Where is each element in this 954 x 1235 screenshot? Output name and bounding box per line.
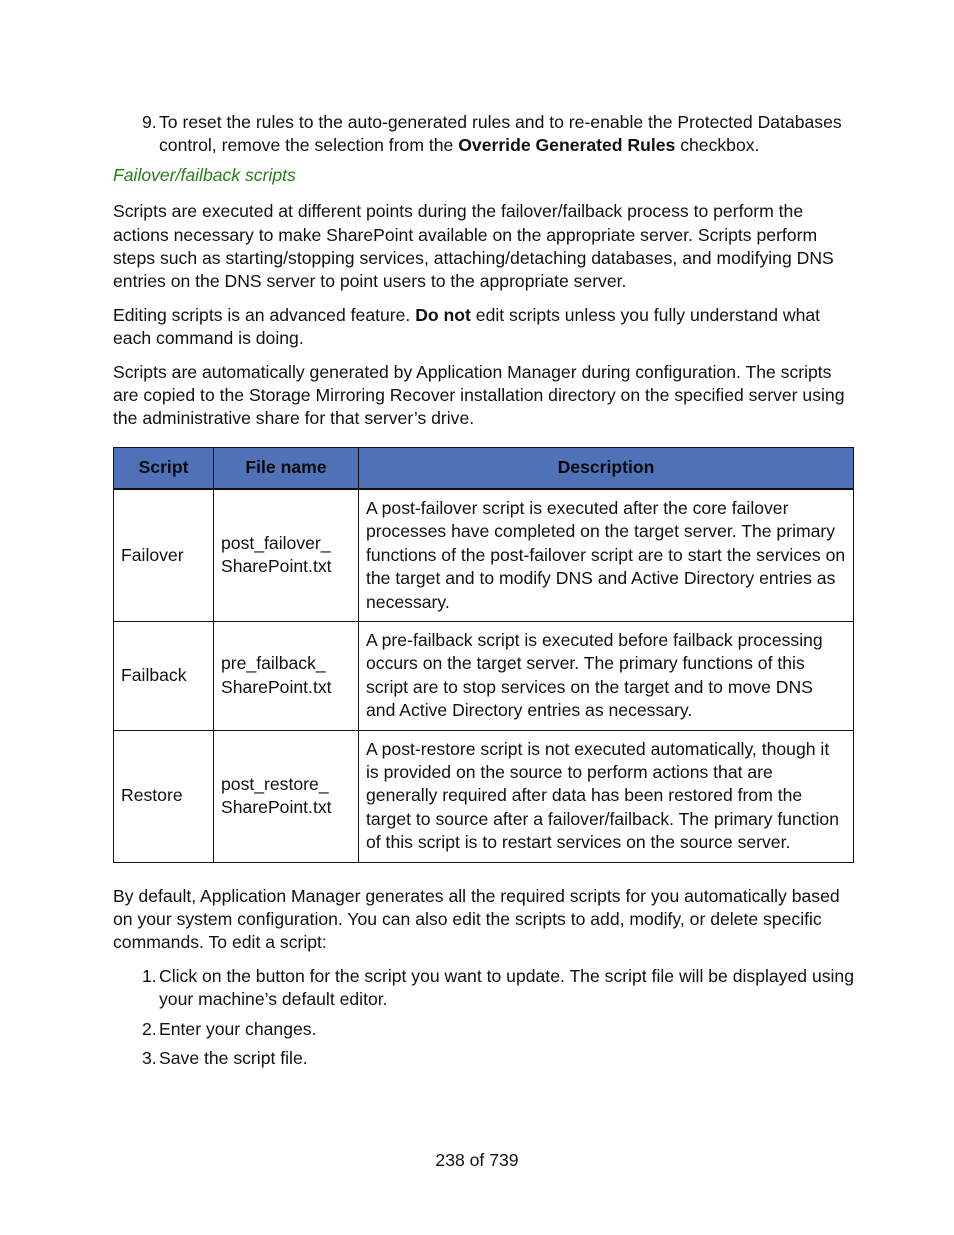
list-text: Click on the button for the script you want to update. The script file will be displayed using your machine’s default editor. xyxy=(159,965,855,1010)
header-description: Description xyxy=(359,447,854,489)
table-row xyxy=(114,489,854,622)
table-row xyxy=(114,621,854,730)
paragraph-editing-warning: Editing scripts is an advanced feature. Do not edit scripts unless you fully understand what each command is doing. xyxy=(113,304,821,349)
table-row xyxy=(114,730,854,862)
do-not-emphasis: Do not xyxy=(415,304,471,325)
list-item xyxy=(113,1018,855,1041)
list-text: To reset the rules to the auto-generated rules and to re-enable the Protected Databases control, remove the selection from the Override Generated Rules checkbox. xyxy=(159,112,842,156)
cell-file-name: post_failover_ SharePoint.txt xyxy=(214,489,359,622)
list-number: 9. xyxy=(142,112,157,132)
cell-description: A pre-failback script is executed before failback processing occurs on the target server. The primary functions of this script are to stop services on the target and to move DNS and Active Directory entries as necessary. xyxy=(359,621,854,730)
cell-script: Restore xyxy=(114,730,214,862)
paragraph-scripts-intro: Scripts are executed at different points during the failover/failback process to perform the actions necessary to make SharePoint available on the appropriate server. Scripts perform steps such as starting/stopping services, attaching/detaching databases, and modifying DNS entries on the DNS server to point users to the appropriate server. xyxy=(113,201,834,292)
override-rules-label: Override Generated Rules xyxy=(458,135,676,156)
list-item xyxy=(113,965,855,1012)
cell-description: A post-restore script is not executed automatically, though it is provided on the source to perform actions that are generally required after data has been restored from the target to source after a failover/failback. The primary function of this script is to restart services on the source server. xyxy=(359,730,854,862)
list-number: 1. xyxy=(142,965,157,986)
cell-script: Failback xyxy=(114,621,214,730)
list-text: Save the script file. xyxy=(159,1048,308,1068)
cell-description: A post-failover script is executed after the core failover processes have completed on the target server. The primary functions of the post-failover script are to start the services on the target and to modify DNS and Active Directory entries as necessary. xyxy=(359,489,854,622)
list-item-step-9 xyxy=(113,111,855,158)
list-item xyxy=(113,1047,855,1070)
scripts-table xyxy=(113,447,854,863)
edit-steps-list xyxy=(113,965,855,1071)
cell-file-name: pre_failback_ SharePoint.txt xyxy=(214,621,359,730)
section-heading: Failover/failback scripts xyxy=(113,164,296,185)
cell-file-name: post_restore_ SharePoint.txt xyxy=(214,730,359,862)
page-content xyxy=(113,111,855,1076)
list-text: Enter your changes. xyxy=(159,1018,317,1039)
cell-script: Failover xyxy=(114,489,214,622)
header-script: Script xyxy=(114,447,214,489)
header-file-name: File name xyxy=(214,447,359,489)
list-number: 3. xyxy=(142,1048,157,1068)
page-number: 238 of 739 xyxy=(435,1150,519,1170)
paragraph-default-scripts: By default, Application Manager generates all the required scripts for you automatically based on your system configuration. You can also edit the scripts to add, modify, or delete specific commands. To edit a script: xyxy=(113,885,840,953)
list-number: 2. xyxy=(142,1018,157,1039)
table-header-row xyxy=(114,447,854,489)
paragraph-auto-generated: Scripts are automatically generated by Application Manager during configuration. The scripts are copied to the Storage Mirroring Recover installation directory on the specified server using the administrative share for that server’s drive. xyxy=(113,361,845,429)
